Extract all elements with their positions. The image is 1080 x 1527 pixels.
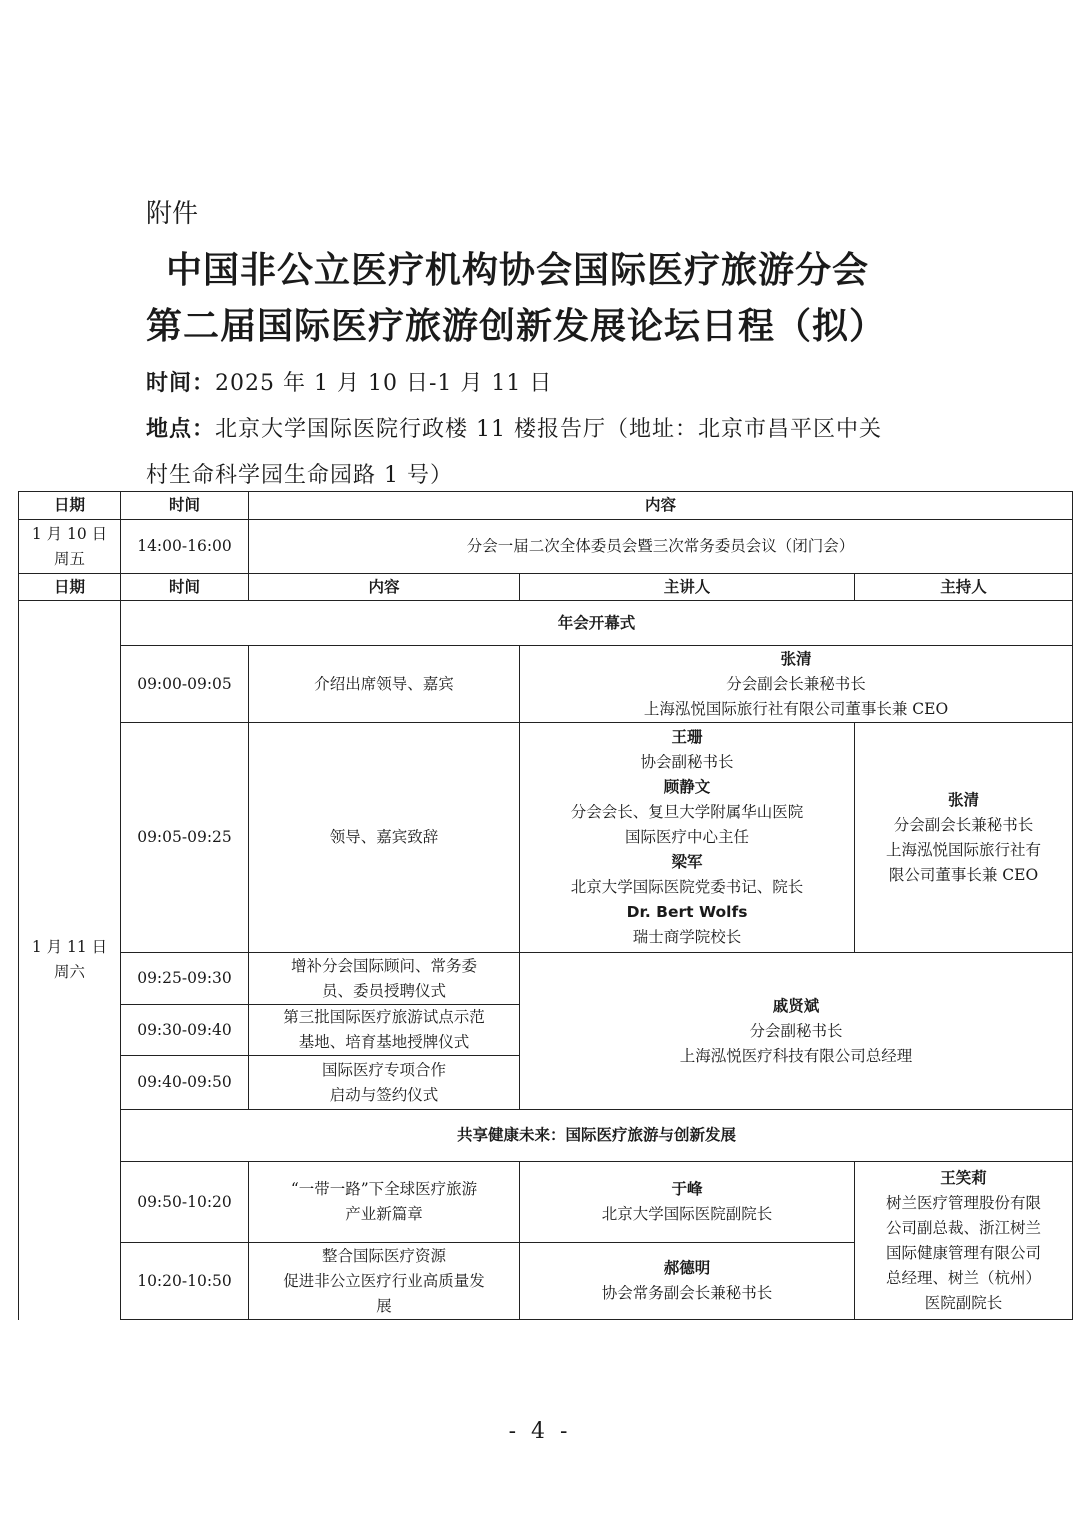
content-0950: “一带一路”下全球医疗旅游 产业新篇章: [249, 1162, 520, 1243]
schedule-row-0925: [19, 953, 1073, 1005]
content-0925: 增补分会国际顾问、常务委 员、委员授聘仪式: [249, 953, 520, 1005]
time-0950: 09:50-10:20: [121, 1162, 249, 1243]
content-0930: 第三批国际医疗旅游试点示范 基地、培育基地授牌仪式: [249, 1005, 520, 1056]
header-time: 时间: [121, 492, 249, 520]
section-forum-row: [19, 1110, 1073, 1162]
header-time-2: 时间: [121, 574, 249, 601]
time-0925: 09:25-09:30: [121, 953, 249, 1005]
content-0905: 领导、嘉宾致辞: [249, 723, 520, 953]
event-time: [146, 366, 552, 397]
content-1020: 整合国际医疗资源 促进非公立医疗行业高质量发 展: [249, 1243, 520, 1320]
event-location-cont: [146, 458, 453, 489]
header-speaker: 主讲人: [520, 574, 855, 601]
header-content: 内容: [249, 492, 1073, 520]
time-0900: 09:00-09:05: [121, 646, 249, 723]
day1-date: 1 月 10 日 周五: [19, 520, 121, 574]
day2-header-row: [19, 574, 1073, 601]
time-0940: 09:40-09:50: [121, 1056, 249, 1110]
section-forum-title: 共享健康未来：国际医疗旅游与创新发展: [121, 1110, 1073, 1162]
schedule-table: [18, 491, 1073, 1320]
header-host: 主持人: [855, 574, 1073, 601]
schedule-row-0950: [19, 1162, 1073, 1243]
day1-content: 分会一届二次全体委员会暨三次常务委员会议（闭门会）: [249, 520, 1073, 574]
speaker-ceremonies: 戚贤斌 分会副秘书长 上海泓悦医疗科技有限公司总经理: [520, 953, 1073, 1110]
speakers-0905: 王珊 协会副秘书长 顾静文 分会会长、复旦大学附属华山医院 国际医疗中心主任 梁军 北京大学国际医院党委书记、院长 Dr. Bert Wolfs 瑞士商学院校长: [520, 723, 855, 953]
attachment-label: 附件: [146, 199, 199, 229]
day1-header-row: [19, 492, 1073, 520]
header-date-2: 日期: [19, 574, 121, 601]
header-date: 日期: [19, 492, 121, 520]
day1-time: 14:00-16:00: [121, 520, 249, 574]
host-forum: 王笑莉 树兰医疗管理股份有限 公司副总裁、浙江树兰 国际健康管理有限公司 总经理、树兰（杭州） 医院副院长: [855, 1162, 1073, 1320]
time-1020: 10:20-10:50: [121, 1243, 249, 1320]
header-content-2: 内容: [249, 574, 520, 601]
speaker-0950: 于峰 北京大学国际医院副院长: [520, 1162, 855, 1243]
time-value: 2025 年 1 月 10 日-1 月 11 日: [215, 371, 553, 396]
time-0905: 09:05-09:25: [121, 723, 249, 953]
page-number: - 4 -: [508, 1419, 572, 1444]
location-label: 地点：: [146, 417, 216, 442]
title-line-1: 中国非公立医疗机构协会国际医疗旅游分会: [166, 250, 870, 291]
section-opening-title: 年会开幕式: [121, 601, 1073, 646]
speaker-0900: 张清 分会副会长兼秘书长 上海泓悦国际旅行社有限公司董事长兼 CEO: [520, 646, 1073, 723]
schedule-row-0905: [19, 723, 1073, 953]
day1-row: [19, 520, 1073, 574]
speaker-1020: 郝德明 协会常务副会长兼秘书长: [520, 1243, 855, 1320]
content-0900: 介绍出席领导、嘉宾: [249, 646, 520, 723]
location-value-2: 村生命科学园生命园路 1 号）: [146, 463, 453, 488]
day2-date: 1 月 11 日 周六: [19, 601, 121, 1320]
content-0940: 国际医疗专项合作 启动与签约仪式: [249, 1056, 520, 1110]
schedule-row-0900: [19, 646, 1073, 723]
time-label: 时间：: [146, 371, 216, 396]
location-value-1: 北京大学国际医院行政楼 11 楼报告厅（地址：北京市昌平区中关: [215, 417, 882, 442]
time-0930: 09:30-09:40: [121, 1005, 249, 1056]
title-line-2: 第二届国际医疗旅游创新发展论坛日程（拟）: [146, 306, 887, 347]
event-location: [146, 412, 882, 443]
host-0905: 张清 分会副会长兼秘书长 上海泓悦国际旅行社有 限公司董事长兼 CEO: [855, 723, 1073, 953]
section-opening-row: [19, 601, 1073, 646]
